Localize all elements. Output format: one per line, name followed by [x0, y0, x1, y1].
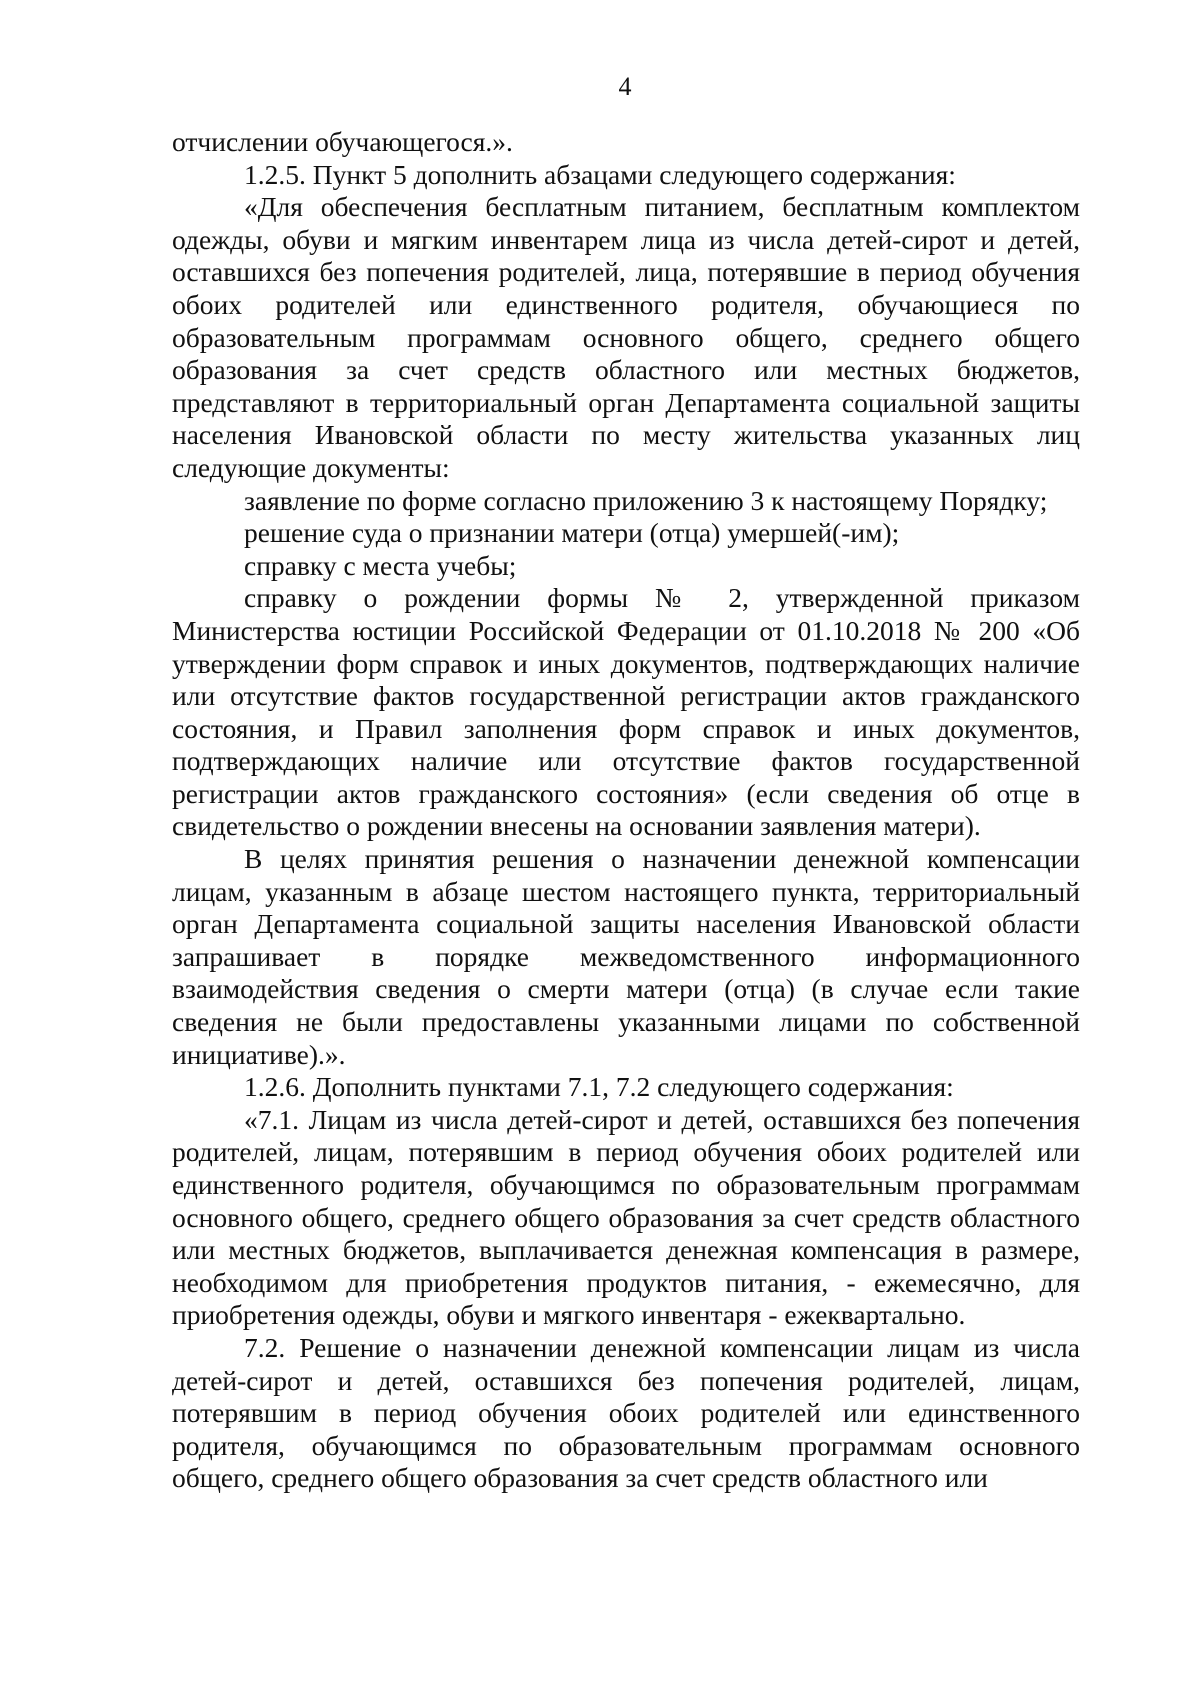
list-item-birth-certificate: справку о рождении формы № 2, утвержденной приказом Министерства юстиции Российской Федерации от 01.10.2018 № 200 «Об утверждении форм справок и иных документов, подтверждающих наличие или отсутствие фактов государственной регистрации актов гражданского состояния, и Правил заполнения форм справок и иных документов, подтверждающих наличие или отсутствие фактов государственной регистрации актов гражданского состояния» (если сведения об отце в свидетельство о рождении внесены на основании заявления матери). [172, 582, 1080, 842]
paragraph-interagency-request: В целях принятия решения о назначении денежной компенсации лицам, указанным в абзаце шестом настоящего пункта, территориальный орган Департамента социальной защиты населения Ивановской области запрашивает в порядке межведомственного информационного взаимодействия сведения о смерти матери (отца) (в случае если такие сведения не были предоставлены указанными лицами по собственной инициативе).». [172, 843, 1080, 1070]
page-number: 4 [618, 72, 632, 101]
list-item-application: заявление по форме согласно приложению 3 к настоящему Порядку; [244, 484, 1048, 516]
list-item-court-decision: решение суда о признании матери (отца) умершей(-им); [244, 517, 900, 549]
paragraph-1-2-5: 1.2.5. Пункт 5 дополнить абзацами следующего содержания: [244, 158, 956, 190]
paragraph-7-1: «7.1. Лицам из числа детей-сирот и детей, оставшихся без попечения родителей, лицам, потерявшим в период обучения обоих родителей или единственного родителя, обучающимся по образовательным программам основного общего, среднего общего образования за счет средств областного или местных бюджетов, выплачивается денежная компенсация в размере, необходимом для приобретения продуктов питания, - ежемесячно, для приобретения одежды, обуви и мягкого инвентаря - ежеквартально. [172, 1103, 1080, 1331]
paragraph-documents-intro: «Для обеспечения бесплатным питанием, бесплатным комплектом одежды, обуви и мягким инвентарем лица из числа детей-сирот и детей, оставшихся без попечения родителей, лица, потерявшие в период обучения обоих родителей или единственного родителя, обучающиеся по образовательным программам основного общего, среднего общего образования за счет средств областного или местных бюджетов, представляют в территориальный орган Департамента социальной защиты населения Ивановской области по месту жительства указанных лиц следующие документы: [172, 191, 1080, 483]
body-text [172, 126, 1080, 1495]
paragraph-continuation: отчислении обучающегося.». [172, 126, 513, 157]
list-item-study-certificate: справку с места учебы; [244, 549, 517, 581]
paragraph-7-2: 7.2. Решение о назначении денежной компенсации лицам из числа детей-сирот и детей, оставшихся без попечения родителей, лицам, потерявшим в период обучения обоих родителей или единственного родителя, обучающимся по образовательным программам основного общего, среднего общего образования за счет средств областного или [172, 1331, 1080, 1494]
paragraph-1-2-6: 1.2.6. Дополнить пунктами 7.1, 7.2 следующего содержания: [244, 1071, 954, 1103]
